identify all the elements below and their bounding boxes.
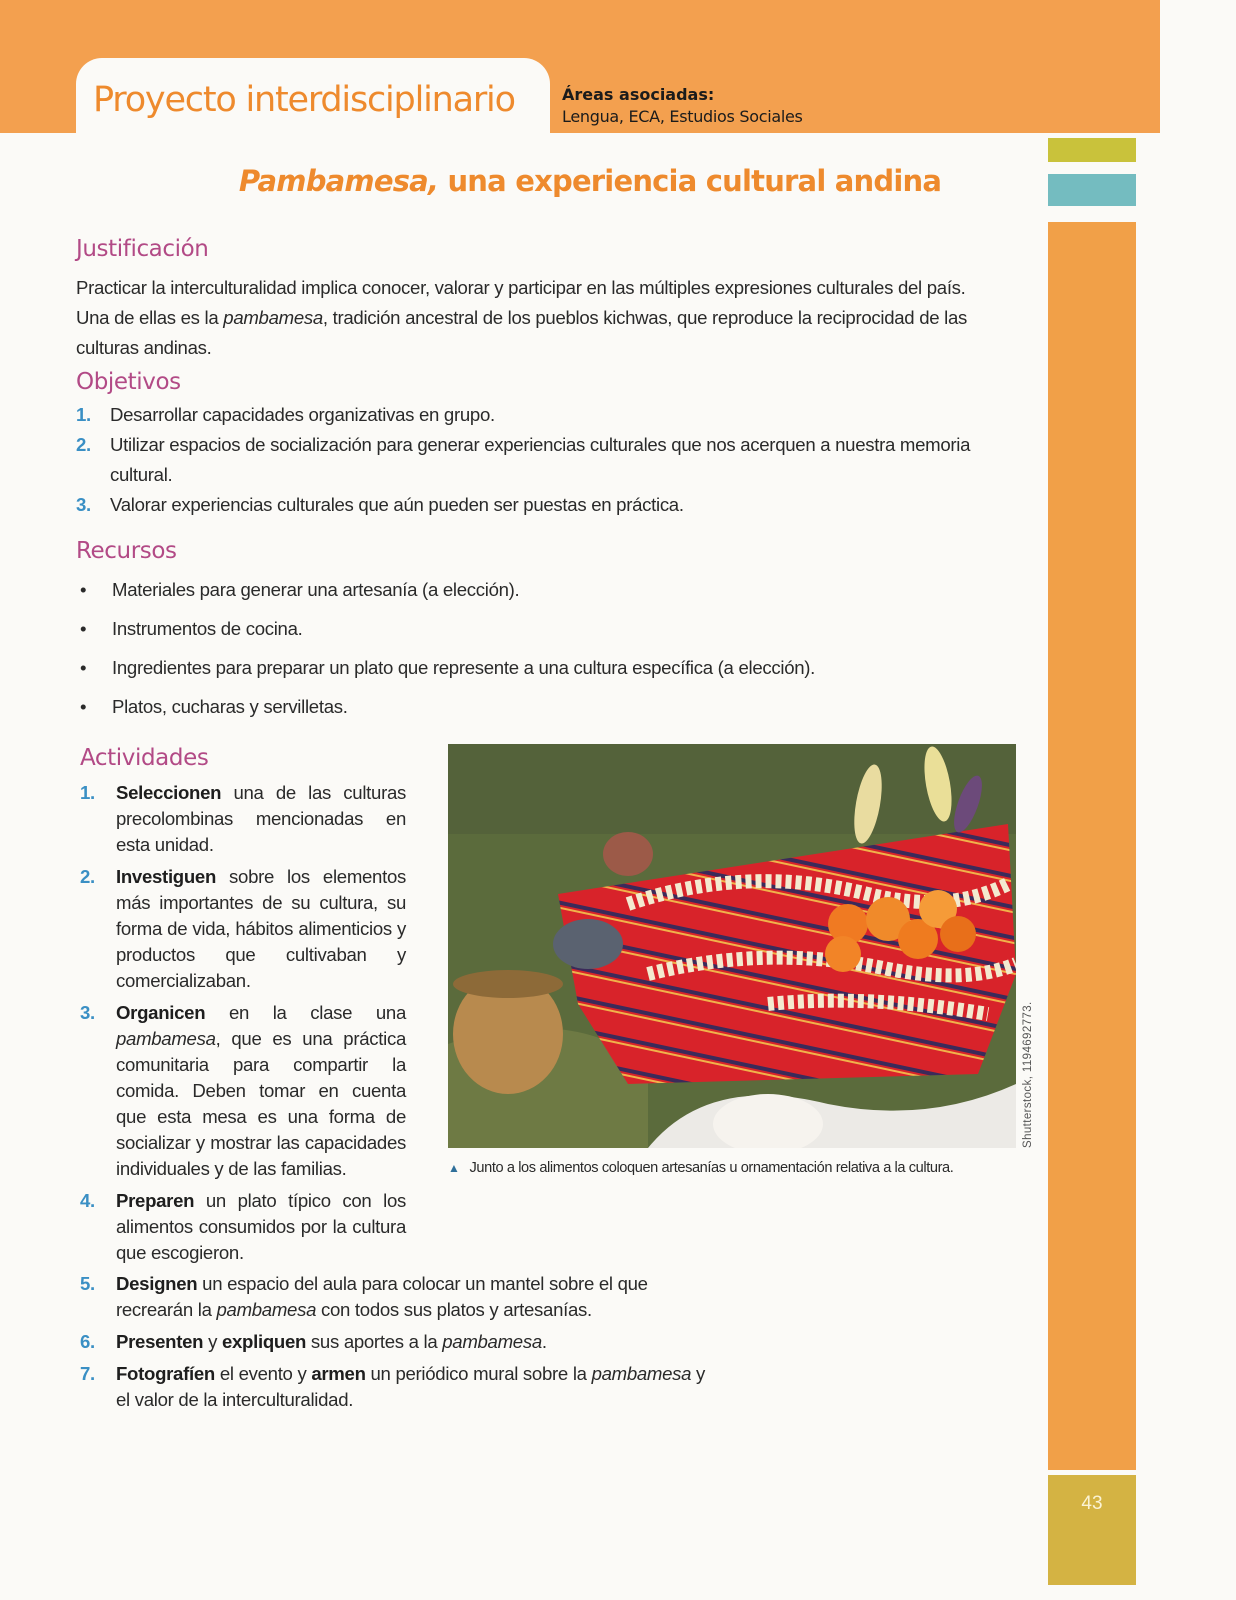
- actividad-item: [80, 1271, 720, 1323]
- page-number: 43: [1048, 1475, 1136, 1585]
- heading-rest: una experiencia cultural andina: [438, 164, 942, 198]
- item-text: y: [203, 1331, 222, 1352]
- item-text: en la clase una: [205, 1002, 406, 1023]
- bullet-icon: •: [80, 618, 87, 639]
- item-number: 2.: [76, 434, 91, 455]
- item-text: un espacio del aula para colocar un mantel sobre el que recrearán la: [116, 1273, 648, 1320]
- action-verb: Fotografíen: [116, 1363, 215, 1384]
- item-text-end: con todos sus platos y artesanías.: [316, 1299, 592, 1320]
- project-heading: [0, 164, 1180, 198]
- action-verb: Investiguen: [116, 866, 217, 887]
- photo-caption: [448, 1160, 953, 1176]
- pambamesa-photo: [448, 744, 1016, 1148]
- item-number: 4.: [80, 1190, 95, 1211]
- associated-areas: [562, 84, 803, 128]
- objetivo-item: [76, 430, 1024, 490]
- item-italic: pambamesa: [442, 1331, 542, 1352]
- section-objetivos-title: Objetivos: [76, 369, 181, 395]
- item-text-end: .: [541, 1331, 547, 1352]
- bullet-icon: •: [80, 657, 87, 678]
- item-number: 1.: [76, 404, 91, 425]
- action-verb: Designen: [116, 1273, 198, 1294]
- triangle-icon: ▲: [448, 1161, 460, 1175]
- item-number: 3.: [80, 1002, 95, 1023]
- bullet-icon: •: [80, 696, 87, 717]
- item-text: Ingredientes para preparar un plato que represente a una cultura específica (a elección).: [112, 657, 816, 678]
- photo-illustration: [448, 744, 1016, 1148]
- justificacion-text: [76, 273, 1036, 363]
- item-number: 1.: [80, 782, 95, 803]
- action-verb: Preparen: [116, 1190, 195, 1211]
- page-title: Proyecto interdisciplinario: [93, 80, 515, 120]
- justificacion-line-1: Practicar la interculturalidad implica conocer, valorar y participar en las múltiples expresiones culturales del país.: [76, 277, 966, 298]
- section-recursos-title: Recursos: [76, 538, 177, 564]
- heading-italic: Pambamesa,: [238, 164, 439, 198]
- recurso-item: [76, 648, 1024, 687]
- item-text: Valorar experiencias culturales que aún pueden ser puestas en práctica.: [110, 494, 684, 515]
- objetivo-item: [76, 400, 1024, 430]
- recurso-item: [76, 609, 1024, 648]
- item-text: un plato típico con los alimentos consumidos por la cultura que escogieron.: [116, 1190, 406, 1263]
- actividades-list-narrow: [80, 780, 406, 1272]
- justificacion-line-3: culturas andinas.: [76, 337, 212, 358]
- item-text: Utilizar espacios de socialización para generar experiencias culturales que nos acerquen a nuestra memoria cultural.: [110, 434, 971, 485]
- item-number: 7.: [80, 1363, 95, 1384]
- item-text: una de las culturas precolombinas mencionadas en esta unidad.: [116, 782, 406, 855]
- item-text: sobre los elementos más importantes de su cultura, su forma de vida, hábitos alimenticios y productos que cultivaban y comercializaban.: [116, 866, 406, 991]
- actividad-item: [80, 1000, 406, 1182]
- line2-end: , tradición ancestral de los pueblos kichwas, que reproduce la reciprocidad de las: [322, 307, 968, 328]
- objetivos-list: [76, 400, 1024, 520]
- action-verb-2: armen: [311, 1363, 366, 1384]
- item-italic: pambamesa: [216, 1299, 317, 1320]
- caption-text: Junto a los alimentos coloquen artesanías u ornamentación relativa a la cultura.: [469, 1160, 954, 1176]
- actividad-item: [80, 864, 406, 994]
- recurso-item: [76, 570, 1024, 609]
- item-text: Desarrollar capacidades organizativas en grupo.: [110, 404, 495, 425]
- item-text: Platos, cucharas y servilletas.: [112, 696, 348, 717]
- decor-stripe-yellow: [1048, 138, 1136, 162]
- item-number: 2.: [80, 866, 95, 887]
- areas-label: Áreas asociadas:: [562, 85, 715, 104]
- actividades-list-wide: [80, 1271, 720, 1419]
- photo-credit: Shutterstock, 1194692773.: [1022, 1001, 1034, 1148]
- item-text: el evento y: [214, 1363, 312, 1384]
- item-text-mid: sus aportes a la: [306, 1331, 443, 1352]
- bullet-icon: •: [80, 579, 87, 600]
- item-number: 5.: [80, 1273, 95, 1294]
- section-actividades-title: Actividades: [80, 745, 209, 771]
- action-verb-2: expliquen: [221, 1331, 307, 1352]
- recurso-item: [76, 687, 1024, 726]
- actividad-item: [80, 1361, 720, 1413]
- action-verb: Organicen: [116, 1002, 206, 1023]
- actividad-item: [80, 1329, 720, 1355]
- item-number: 3.: [76, 494, 91, 515]
- item-number: 6.: [80, 1331, 95, 1352]
- item-italic: pambamesa: [591, 1363, 692, 1384]
- objetivo-item: [76, 490, 1024, 520]
- item-italic: pambamesa: [116, 1028, 216, 1049]
- line2-italic: pambamesa: [223, 307, 323, 328]
- actividad-item: [80, 780, 406, 858]
- action-verb: Seleccionen: [116, 782, 222, 803]
- recursos-list: [76, 570, 1024, 726]
- item-text: Materiales para generar una artesanía (a elección).: [112, 579, 520, 600]
- areas-values: Lengua, ECA, Estudios Sociales: [562, 107, 803, 126]
- actividad-item: [80, 1188, 406, 1266]
- section-justificacion-title: Justificación: [76, 236, 209, 262]
- decor-side-bar: [1048, 222, 1136, 1470]
- item-text-end: y el valor de la interculturalidad.: [116, 1363, 706, 1410]
- line2-start: Una de ellas es la: [76, 307, 224, 328]
- item-text-end: , que es una práctica comunitaria para compartir la comida. Deben tomar en cuenta que esta mesa es una forma de socializar y mostrar las capacidades individuales y de las familias.: [116, 1028, 406, 1179]
- action-verb: Presenten: [116, 1331, 204, 1352]
- justificacion-line-2: [76, 303, 1036, 333]
- item-text: Instrumentos de cocina.: [112, 618, 303, 639]
- item-text-mid: un periódico mural sobre la: [365, 1363, 592, 1384]
